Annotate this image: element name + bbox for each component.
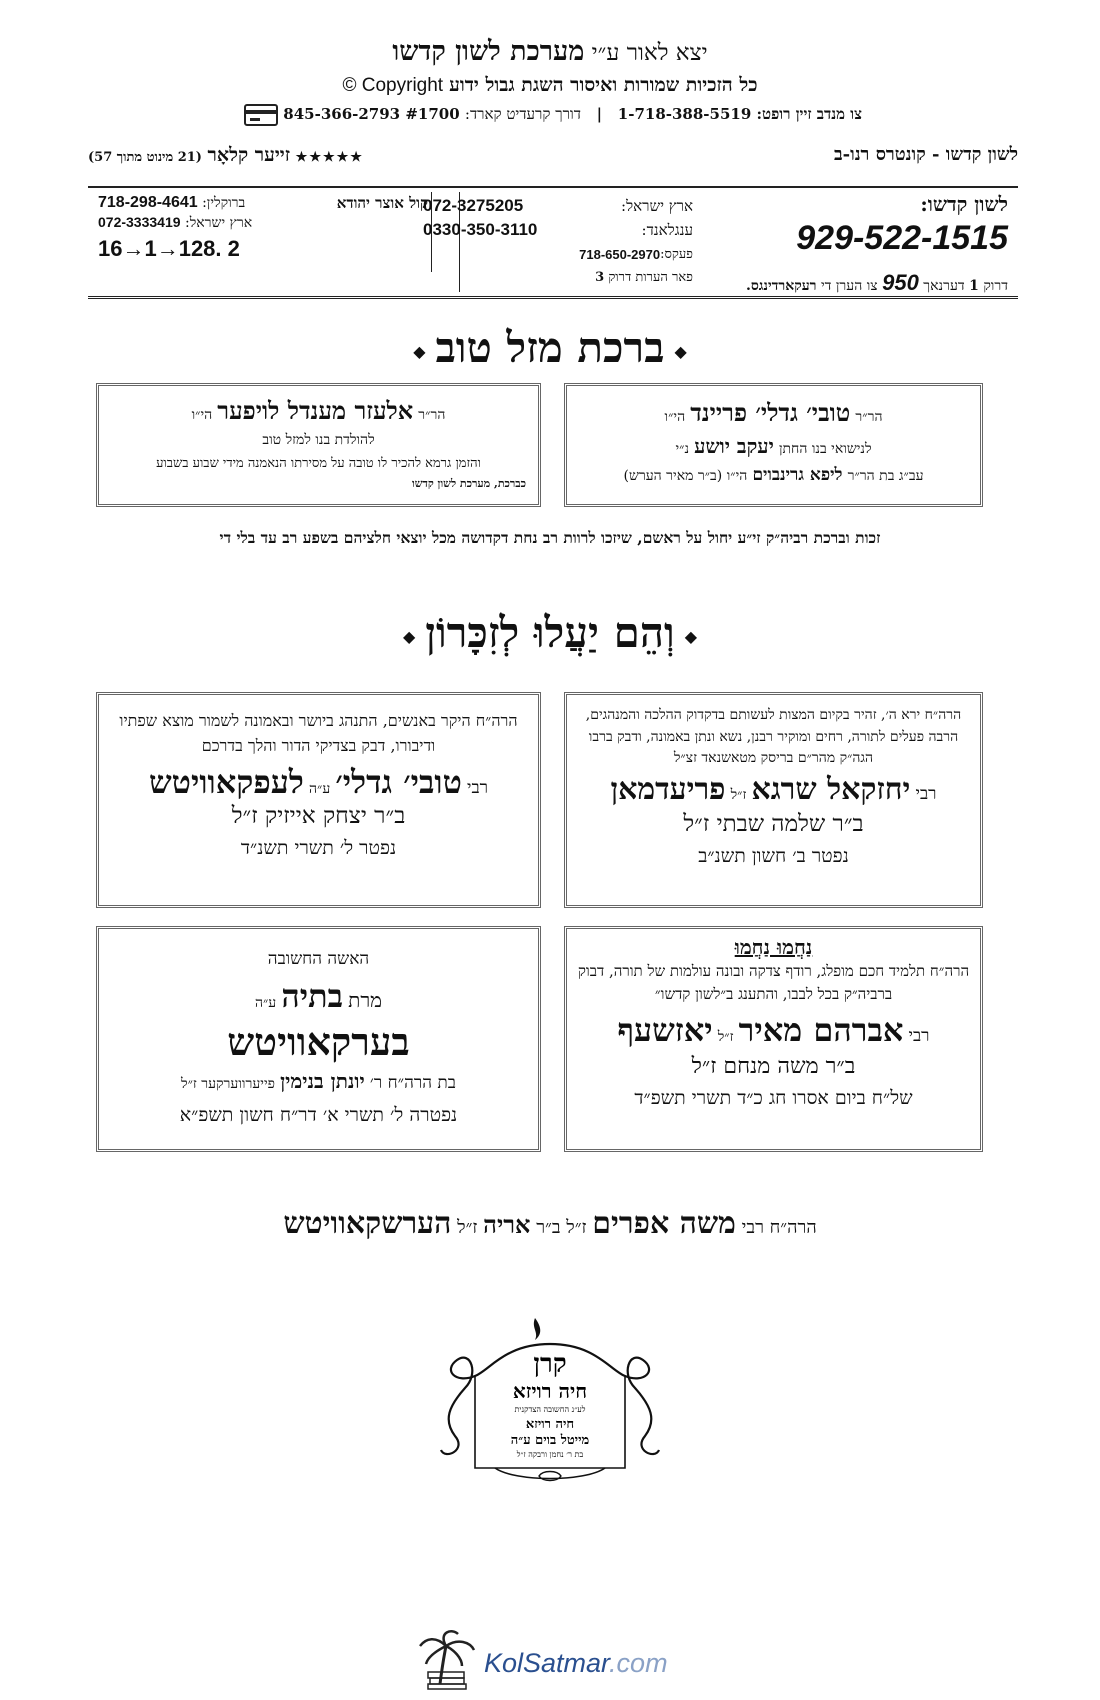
description: הרה״ח ירא ה׳, זהיר בקיום המצות לעשותם בדקדוק ההלכה והמנהגים, הרבה פעלים לתורה, רחים ומוקיר רבנן, נשא ונתן באמונה, ודבק ברבו הגה״ק מהר״ם בריסק מטאשנאד זצ״ל	[585, 707, 962, 767]
name-suffix: הי״ו	[664, 409, 686, 425]
brooklyn-phone[interactable]: 718-298-4641	[98, 194, 198, 211]
father-name: ב״ר יצחק אייזיק ז״ל	[231, 802, 406, 829]
england-label: ענגלאנד:	[641, 220, 693, 239]
logo-line-4: חיה רויזא	[525, 1417, 575, 1432]
honorific: ז״ל	[730, 787, 747, 804]
deceased-name: אברהם מאיר	[738, 1010, 904, 1049]
text: פייערווערקער ז״ל	[181, 1076, 275, 1092]
text: ז״ל	[457, 1217, 478, 1238]
father-name: יונתן בנימין	[280, 1069, 365, 1093]
title-word: מרת	[348, 988, 383, 1012]
donate-phone[interactable]: 1-718-388-5519	[617, 105, 752, 123]
site-tld: .com	[609, 1648, 668, 1678]
credit-label: דורך קרעדיט קארד:	[464, 105, 581, 123]
deceased-name: בתיה	[281, 977, 344, 1015]
credit-card-icon	[244, 104, 278, 126]
series-number: רנו-ב	[833, 144, 870, 165]
israel-label: ארץ ישראל:	[621, 196, 693, 215]
notes-label: פאר הערות דרוק	[608, 270, 693, 285]
text: בת הרה״ח ר׳	[369, 1073, 456, 1093]
mazal-tov-title: ◆ברכת מזל טוב◆	[413, 323, 687, 372]
donate-label: צו מנדב זיין רופט:	[756, 105, 862, 123]
kolsatmar-footer[interactable]	[418, 1628, 698, 1690]
series-title	[834, 144, 1018, 165]
speaker-name: זייער קלאָר	[207, 144, 291, 166]
description: הרה״ח תלמיד חכם מופלג, רודף צדקה ובונה עולמות של תורה, דבוק ברביה״ק בכל לבבו, והתענג ב״לשון קדשו״	[577, 962, 970, 1004]
father-name: אריה	[483, 1210, 531, 1239]
deceased-surname: פריעדמאן	[610, 772, 726, 808]
series-label: לשון קדשו - קונטרס	[875, 144, 1018, 165]
date-of-passing: נפטרה ל׳ תשרי א׳ דר״ח חשון תשפ״א	[179, 1104, 458, 1126]
rights-text: כל הזכיות שמורות ואיסור השגת גבול ידוע	[449, 74, 758, 96]
text: והזמן גרמא להכיר לו טובה על מסירתו הנאמנה מידי שבוע בשבוע	[156, 456, 481, 471]
credit-phone[interactable]: 845-366-2793 #1700	[283, 105, 460, 123]
diamond-icon: ◆	[674, 341, 687, 361]
signature: כברכת, מערכת לשון קדשו	[411, 477, 526, 490]
israel-phone[interactable]: 072-3275205	[423, 196, 524, 215]
ornament-frame-icon	[435, 1310, 665, 1490]
memorial-box-2	[96, 692, 541, 908]
deceased-name: טובי׳ גדלי׳	[335, 762, 462, 801]
donation-line: צו מנדב זיין רופט: 1-718-388-5519 | דורך קרעדיט קארד: 845-366-2793 #1700	[0, 104, 1100, 126]
title-word: רבי	[915, 784, 937, 805]
deceased-name: יחזקאל שרגא	[751, 772, 911, 808]
mazal-tov-box-left	[96, 383, 541, 507]
logo-line-2: חיה רויזא	[512, 1379, 588, 1403]
groom-name: יעקב יושע	[694, 434, 774, 458]
name-suffix: הי״ו	[191, 407, 213, 423]
fax-label: פעקס:	[660, 247, 693, 262]
copyright-text: Copyright ©	[342, 75, 444, 96]
name-prefix: הר״ר	[855, 409, 883, 425]
in-law-name: ליפא גרינבוים	[752, 465, 843, 485]
press-code: 950	[882, 270, 919, 295]
notes-num: 3	[595, 270, 605, 285]
text: עב״ג בת הר״ר	[847, 468, 924, 484]
father-name: ב״ר משה מנחם ז״ל	[691, 1053, 856, 1079]
text: ז״ל ב״ר	[536, 1217, 587, 1238]
duration-text: (21 מינוט מתוך 57)	[88, 150, 202, 165]
father-name: ב״ר שלמה שבתי ז״ל	[683, 811, 864, 838]
main-hotline	[708, 192, 1008, 295]
regional-numbers	[423, 194, 693, 285]
speaker-info	[88, 144, 372, 167]
honorific: ע״ה	[308, 780, 331, 797]
memorial-bottom-line	[0, 1206, 1100, 1241]
publisher-prefix: יצא לאור ע״י	[591, 40, 708, 66]
date-of-passing: נפטר ל׳ תשרי תשנ״ד	[240, 836, 397, 859]
israel2-phone[interactable]: 072-3333419	[98, 214, 181, 230]
fax-phone[interactable]: 718-650-2970	[579, 246, 661, 262]
honorific: ע״ה	[254, 995, 277, 1011]
israel2-label: ארץ ישראל:	[184, 215, 253, 231]
deceased-surname: לעפקאוויטש	[148, 762, 304, 801]
memorial-title: ◆וְהֵם יַעֲלוּ לְזִכָּרוֹן◆	[402, 608, 698, 657]
deceased-surname: יאזשעף	[617, 1010, 713, 1049]
title-word: רבי	[467, 777, 489, 798]
press-mid: דערנאך	[923, 278, 965, 294]
box-heading: האשה החשובה	[267, 949, 370, 969]
press-records: רעקארדינגס.	[745, 278, 817, 294]
deceased-surname: בערקאוויטש	[227, 1019, 410, 1064]
logo-line-1: קרן	[533, 1349, 567, 1379]
rating-stars: ★★★★★	[295, 150, 364, 165]
rights-line	[0, 74, 1100, 97]
mazal-tov-box-right	[564, 383, 983, 507]
keren-logo	[435, 1310, 665, 1490]
honoree-name: אלעזר מענדל לויפער	[217, 396, 414, 425]
publisher-line	[0, 36, 1100, 67]
press-instructions	[746, 270, 1008, 296]
memorial-box-3	[564, 926, 983, 1152]
publisher-name: מערכת לשון קדשו	[392, 36, 585, 67]
text: נ״י	[675, 441, 690, 457]
text: להולדת בנו למזל טוב	[262, 432, 375, 448]
memorial-box-1	[564, 692, 983, 908]
main-hotline-phone[interactable]: 929-522-1515	[796, 219, 1008, 257]
site-name: KolSatmar	[484, 1648, 610, 1678]
deceased-name: משה אפרים	[592, 1206, 736, 1241]
england-phone[interactable]: 0330-350-3110	[423, 220, 538, 239]
memorial-box-4	[96, 926, 541, 1152]
name-prefix: הר״ר	[418, 407, 446, 423]
text: הי״ו (ב״ר מאיר הערש)	[623, 468, 748, 484]
contact-box	[88, 186, 1018, 299]
press-prefix: דרוק	[983, 278, 1008, 294]
blessing-line: זכות וברכת רביה״ק זי״ע יחול על ראשם, שיזכו לרוות רב נחת דקדושה מכל יוצאי חלציהם בשפע רב עד בלי די	[219, 528, 881, 547]
honoree-name: טובי׳ גדלי׳ פריינד	[690, 398, 851, 427]
box-heading: נַחֲמוּ נַחֲמוּ	[734, 935, 813, 959]
logo-line-6: בת ר׳ נחמן ורבקה ז״ל	[516, 1450, 584, 1459]
brooklyn-label: ברוקלין:	[202, 195, 246, 211]
date-of-passing: של״ח ביום אסרו חג כ״ד תשרי תשפ״ד	[634, 1086, 913, 1109]
main-hotline-label: לשון קדשו:	[920, 192, 1008, 216]
title-word: רבי	[908, 1025, 930, 1046]
description: הרה״ח היקר באנשים, התנהג ביושר ובאמונה לשמור מוצא שפתיו ודיבורו, דבק בצדיקי הדור והלך בדרכם	[119, 711, 518, 755]
press-suffix: צו הערן די	[821, 278, 878, 294]
site-link[interactable]	[484, 1648, 668, 1679]
press-one: 1	[969, 278, 979, 294]
kol-otzar-label: קול אוצר יהודא	[336, 194, 428, 212]
notes-line	[595, 269, 693, 285]
text: הרה״ח רבי	[741, 1217, 817, 1238]
diamond-icon: ◆	[402, 626, 416, 646]
text: לנישואי בנו החתן	[778, 441, 872, 457]
series-row	[88, 144, 1018, 170]
date-of-passing: נפטר ב׳ חשון תשנ״ב	[698, 845, 849, 868]
logo-line-3: לע״נ החשובה הצדקנית	[514, 1405, 586, 1414]
honorific: ז״ל	[717, 1028, 734, 1045]
diamond-icon: ◆	[684, 626, 698, 646]
palm-tree-icon	[418, 1628, 478, 1690]
deceased-surname: הערשקאוויטש	[283, 1206, 452, 1241]
diamond-icon: ◆	[413, 341, 426, 361]
logo-line-5: מייטל בוים ע״ה	[510, 1433, 590, 1448]
menu-code: 16→1→128. 2	[98, 236, 240, 261]
